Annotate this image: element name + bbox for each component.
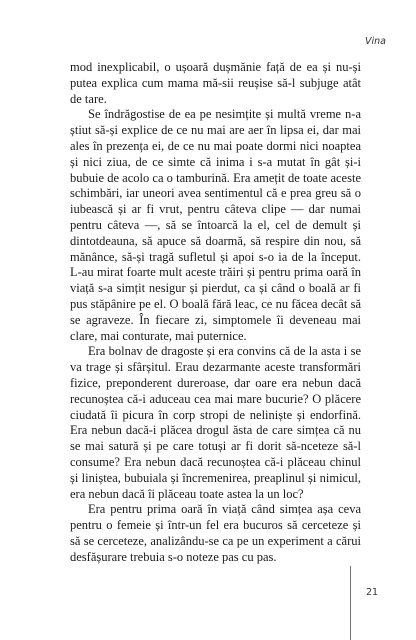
folio-divider — [350, 566, 351, 640]
paragraph-1: mod inexplicabil, o ușoară dușmănie față de ea și nu-și putea explica cum mama mă-sii reușise să-l subjuge atât de tare. — [70, 60, 361, 106]
paragraph-4: Era pentru prima oară în viață când simțea așa ceva pentru o femeie și într-un fel era bucuros să cerceteze și să se cerceteze, analizându-se ca pe un experiment a cărui desfășurare trebuia s-o noteze pas cu pas. — [70, 502, 361, 564]
body-text — [70, 60, 361, 566]
paragraph-3: Era bolnav de dragoste și era convins că de la asta i se va trage și sfârșitul. Erau dezarmante aceste transformări fizice, preponderent dureroase, dar oare era nebun dacă recunoștea că-i aduceau cea mai mare bucurie? O plăcere ciudată îi picura în corp stropi de neliniște și endorfină. Era nebun dacă-i plăcea drogul ăsta de care simțea că nu se mai satură și pe care totuși ar fi dorit să-nceteze să-l consume? Era nebun dacă recunoștea că-i plăceau chinul și liniștea, bubuiala și încremenirea, preaplinul și nimicul, era nebun dacă îi plăceau toate astea la un loc? — [70, 344, 361, 501]
paragraph-2: Se îndrăgostise de ea pe nesimțite și multă vreme n-a știut să-și explice de ce nu mai are aer în lipsa ei, dar mai ales în prezența ei, de ce nu mai poate dormi nici noaptea și nici ziua, de ce simte că inima i s-a mutat în gât și-i bubuie de acolo ca o tamburină. Era amețit de toate aceste schimbări, iar uneori avea sentimentul că e prea greu să o iubească și ar fi vrut, pentru câteva clipe — dar numai pentru câteva —, să se întoarcă la el, cel de demult și dintotdeauna, să apuce să doarmă, să respire din nou, să mănânce, să-și tragă sufletul și apoi s-o ia de la început. L-au mirat foarte mult aceste trăiri și pentru prima oară în viață s-a simțit nesigur și pierdut, ca și când o boală ar fi pus stăpânire pe el. O boală fără leac, ce nu făcea decât să se agraveze. În fiecare zi, simptomele îi deveneau mai clare, mai conturate, mai puternice. — [70, 107, 361, 343]
running-title: Vina — [365, 36, 386, 47]
page-number: 21 — [366, 587, 379, 598]
